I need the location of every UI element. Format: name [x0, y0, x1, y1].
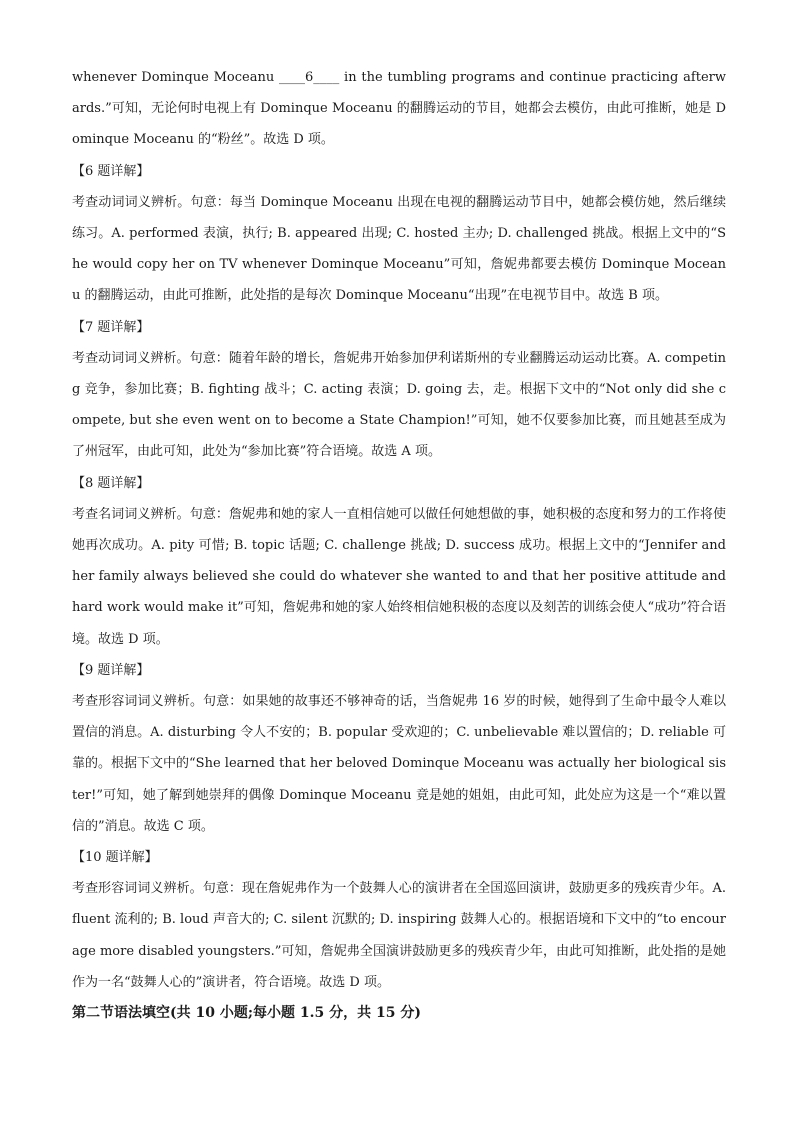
question-9-explanation: 考查形容词词义辨析。句意：如果她的故事还不够神奇的话，当詹妮弗 16 岁的时候，她得到了生命中最令人难以置信的消息。A. disturbing 令人不安的；B. popular 受欢迎的；C. unbelievable 难以置信的；D. reliable 可靠的。根据下文中的“She learned that her beloved Dominque Moceanu was actually her biological sister!”可知，她了解到她崇拜的偶像 Dominque Moceanu 竟是她的姐姐，由此可知，此处应为这是一个“难以置信的”消息。故选 C 项。	[72, 694, 726, 834]
intro-paragraph: whenever Dominque Moceanu ____6____ in the tumbling programs and continue practicing afterwards.”可知，无论何时电视上有 Dominque Moceanu 的翻腾运动的节目，她都会去模仿，由此可推断，她是 Dominque Moceanu 的“粉丝”。故选 D 项。	[72, 70, 726, 148]
question-7-explanation: 考查动词词义辨析。句意：随着年龄的增长，詹妮弗开始参加伊利诺斯州的专业翻腾运动运动比赛。A. competing 竞争，参加比赛；B. fighting 战斗；C. acting 表演；D. going 去，走。根据下文中的“Not only did she compete, but she even went on to become a State Champion!”可知，她不仅要参加比赛，而且她甚至成为了州冠军，由此可知，此处为“参加比赛”符合语境。故选 A 项。	[72, 350, 726, 460]
question-8-heading: 【8 题详解】	[72, 475, 150, 491]
question-8-explanation: 考查名词词义辨析。句意：詹妮弗和她的家人一直相信她可以做任何她想做的事，她积极的态度和努力的工作将使她再次成功。A. pity 可惜; B. topic 话题; C. challenge 挑战; D. success 成功。根据上文中的“Jennifer and her family always believed she could do whatever she wanted to and that her positive attitude and hard work would make it”可知，詹妮弗和她的家人始终相信她积极的态度以及刻苦的训练会使人“成功”符合语境。故选 D 项。	[72, 506, 726, 647]
section-title: 第二节语法填空(共 10 小题;每小题 1.5 分，共 15 分)	[72, 1005, 421, 1022]
question-6-heading: 【6 题详解】	[72, 163, 150, 179]
question-10-explanation: 考查形容词词义辨析。句意：现在詹妮弗作为一个鼓舞人心的演讲者在全国巡回演讲，鼓励更多的残疾青少年。A. fluent 流利的; B. loud 声音大的; C. silent 沉默的; D. inspiring 鼓舞人心的。根据语境和下文中的“to encourage more disabled youngsters.”可知，詹妮弗全国演讲鼓励更多的残疾青少年，由此可知推断，此处指的是她作为一名“鼓舞人心的”演讲者，符合语境。故选 D 项。	[72, 881, 726, 990]
document-page	[72, 62, 726, 1029]
question-6-explanation: 考查动词词义辨析。句意：每当 Dominque Moceanu 出现在电视的翻腾运动节目中，她都会模仿她，然后继续练习。A. performed 表演，执行; B. appeared 出现; C. hosted 主办; D. challenged 挑战。根据上文中的“She would copy her on TV whenever Dominque Moceanu”可知，詹妮弗都要去模仿 Dominque Moceanu 的翻腾运动，由此可推断，此处指的是每次 Dominque Moceanu“出现”在电视节目中。故选 B 项。	[72, 194, 726, 304]
question-10-heading: 【10 题详解】	[72, 850, 158, 866]
question-7-heading: 【7 题详解】	[72, 319, 150, 335]
question-9-heading: 【9 题详解】	[72, 662, 150, 678]
